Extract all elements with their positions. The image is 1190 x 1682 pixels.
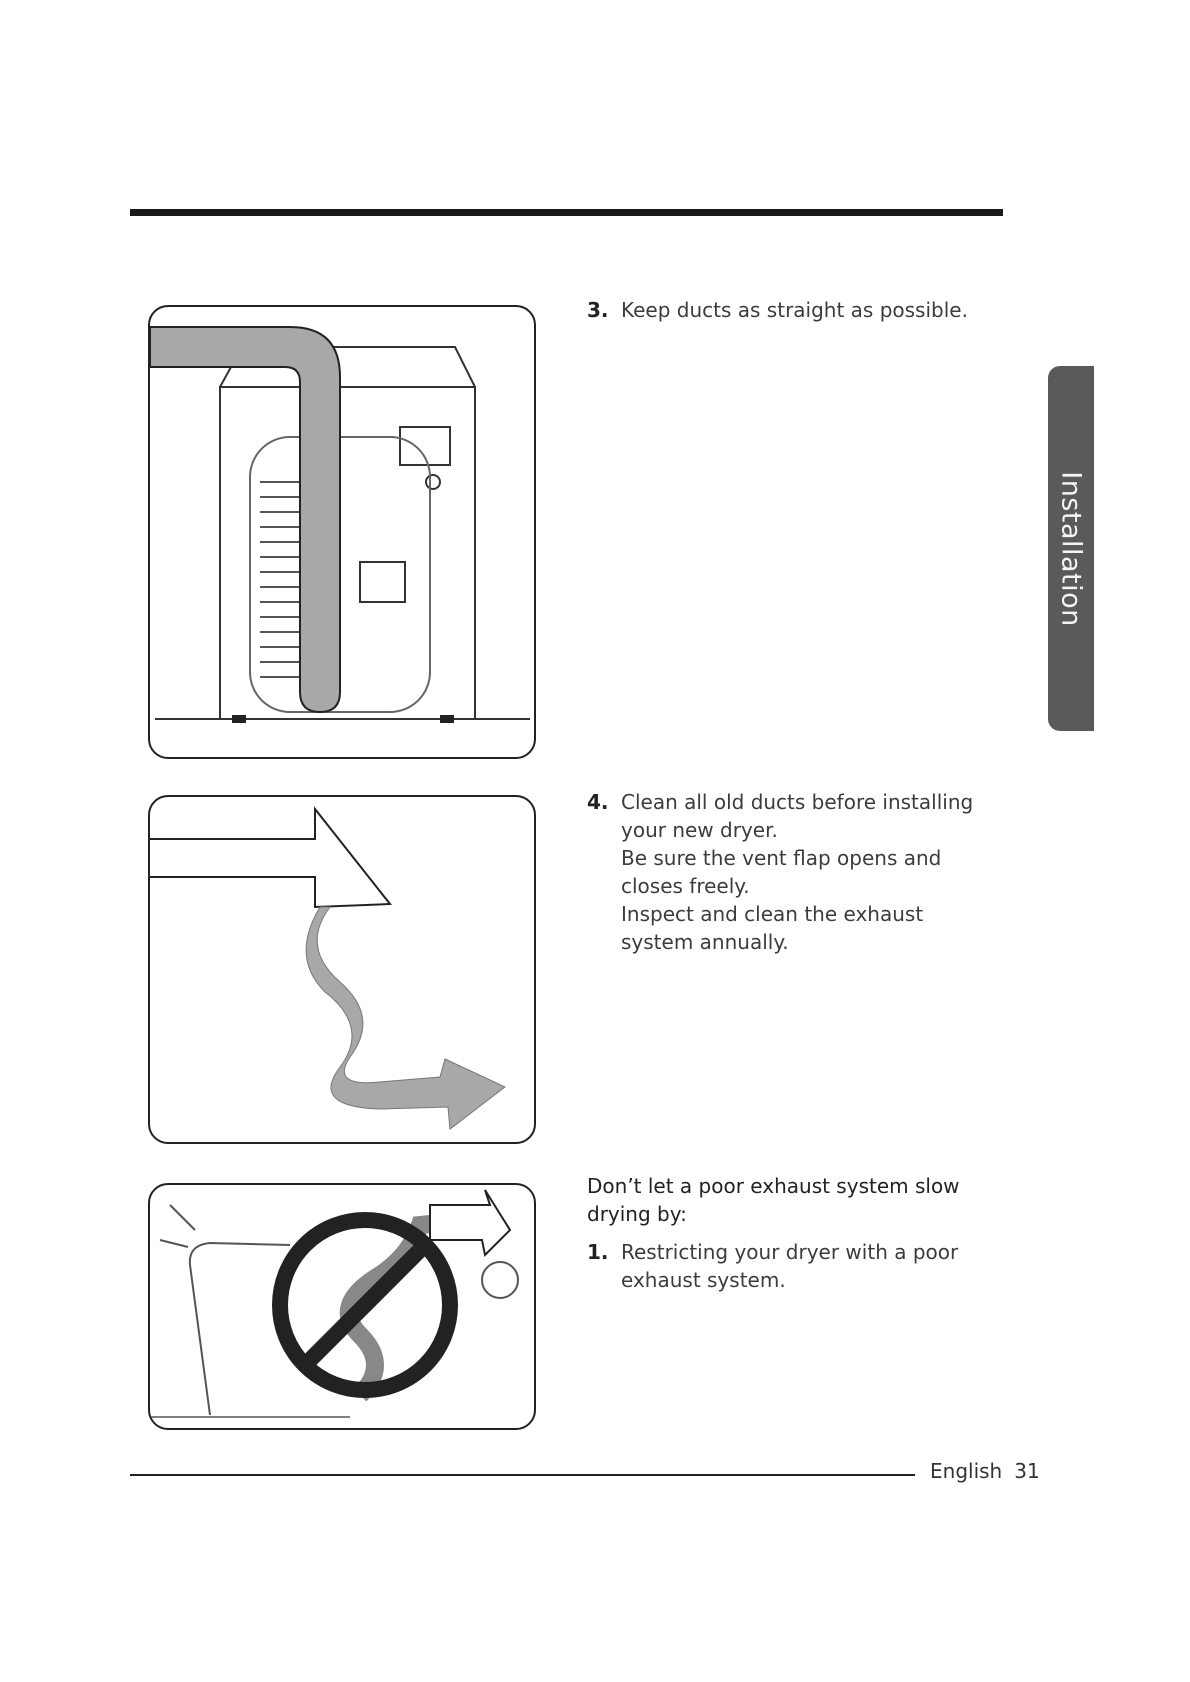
step-number: 4.	[587, 790, 609, 814]
item-number: 1.	[587, 1240, 609, 1264]
crushed-duct-drawing	[150, 1185, 534, 1428]
straight-duct-illustration	[148, 305, 536, 759]
top-rule	[130, 209, 1003, 216]
bottom-rule	[130, 1474, 915, 1476]
step-text: Keep ducts as straight as possible.	[621, 298, 968, 322]
step-text: Be sure the vent flap opens and closes freely.	[621, 846, 942, 898]
page-number: 31	[1014, 1459, 1040, 1483]
step-text: Inspect and clean the exhaust system annually.	[621, 902, 924, 954]
vent-flap-drawing	[150, 797, 534, 1142]
page-footer	[930, 1459, 1052, 1483]
vent-airflow-illustration	[148, 795, 536, 1144]
poor-exhaust-illustration	[148, 1183, 536, 1430]
step-number: 3.	[587, 298, 609, 322]
section-tab	[1048, 366, 1094, 731]
dryer-duct-drawing	[150, 307, 534, 757]
item-text: Restricting your dryer with a poor exhaust system.	[621, 1240, 959, 1292]
footer-language: English	[930, 1459, 1003, 1483]
section-tab-label: Installation	[1055, 470, 1087, 627]
warning-heading: Don’t let a poor exhaust system slow drying by:	[587, 1174, 960, 1226]
step-text: Clean all old ducts before installing your new dryer.	[621, 790, 974, 842]
